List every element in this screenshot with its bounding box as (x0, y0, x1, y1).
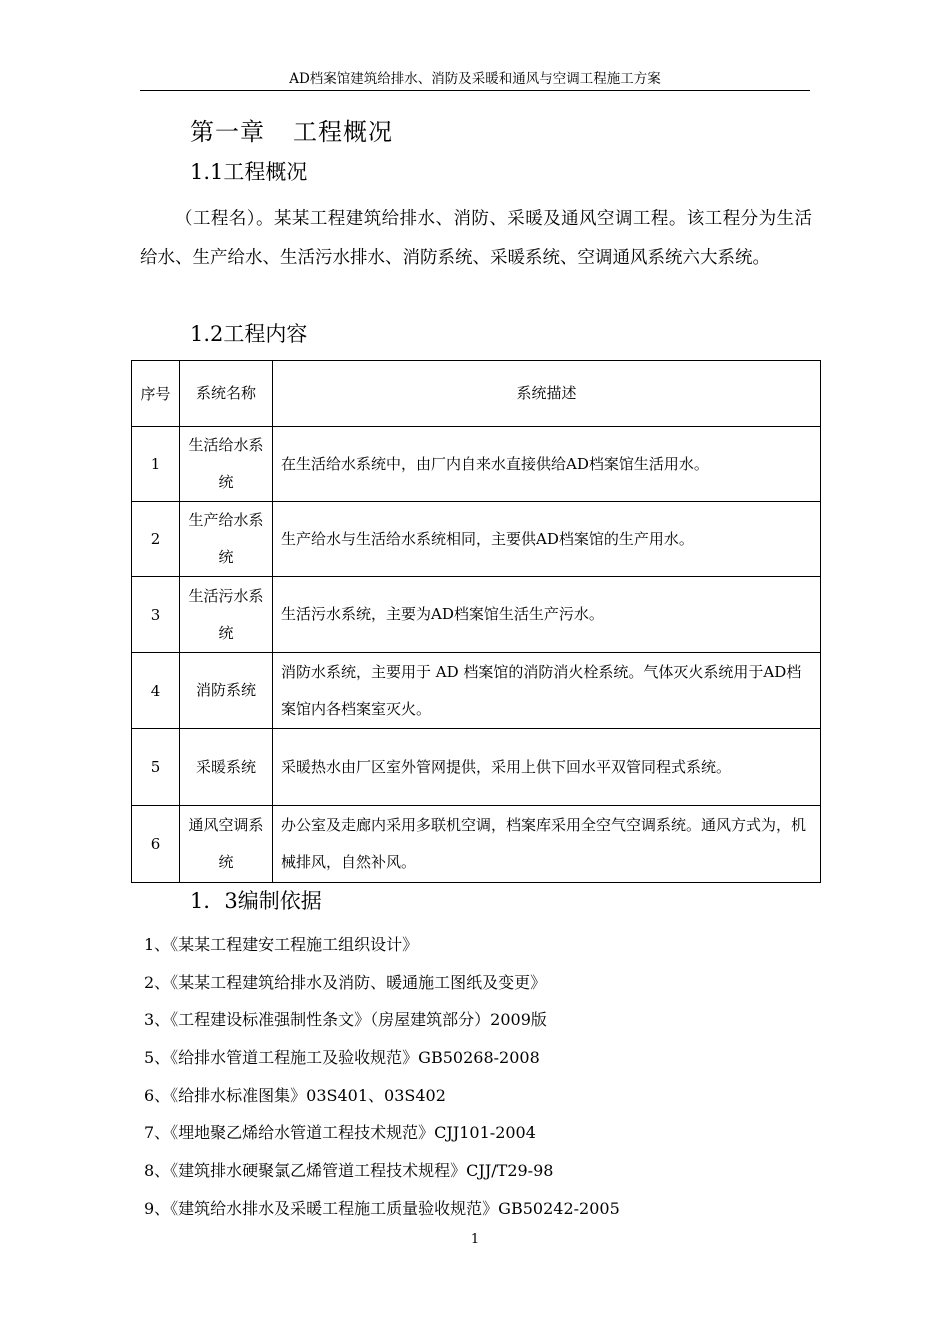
row-no: 5 (132, 729, 180, 806)
page-number: 1 (470, 1232, 480, 1247)
section-1-title: 1.1工程概况 (190, 160, 308, 184)
header-desc: 系统描述 (273, 361, 821, 427)
page-header: AD档案馆建筑给排水、消防及采暖和通风与空调工程施工方案 (140, 70, 810, 91)
row-no: 2 (132, 502, 180, 577)
row-no: 1 (132, 427, 180, 502)
row-desc: 在生活给水系统中，由厂内自来水直接供给AD档案馆生活用水。 (273, 427, 821, 502)
row-desc: 消防水系统，主要用于 AD 档案馆的消防消火栓系统。气体灭火系统用于AD档案馆内各档案室灭火。 (273, 653, 821, 729)
header-no: 序号 (132, 361, 180, 427)
row-desc: 生活污水系统，主要为AD档案馆生活生产污水。 (273, 577, 821, 653)
list-item: 7、《埋地聚乙烯给水管道工程技术规范》CJJ101-2004 (144, 1123, 536, 1143)
row-desc: 办公室及走廊内采用多联机空调，档案库采用全空气空调系统。通风方式为，机械排风，自然补风。 (273, 806, 821, 883)
row-desc: 采暖热水由厂区室外管网提供，采用上供下回水平双管同程式系统。 (273, 729, 821, 806)
table-row (132, 502, 821, 577)
row-no: 6 (132, 806, 180, 883)
list-item: 8、《建筑排水硬聚氯乙烯管道工程技术规程》CJJ/T29-98 (144, 1161, 554, 1181)
row-name: 生产给水系统 (180, 502, 273, 577)
list-item: 2、《某某工程建筑给排水及消防、暖通施工图纸及变更》 (144, 972, 547, 992)
chapter-heading (190, 112, 393, 147)
table-row (132, 577, 821, 653)
section-3-title: 1．3编制依据 (190, 889, 322, 913)
row-no: 4 (132, 653, 180, 729)
section-1-paragraph: （工程名）。某某工程建筑给排水、消防、采暖及通风空调工程。该工程分为生活给水、生产给水、生活污水排水、消防系统、采暖系统、空调通风系统六大系统。 (140, 209, 812, 268)
row-no: 3 (132, 577, 180, 653)
system-table (131, 360, 821, 883)
row-name: 消防系统 (180, 653, 273, 729)
table-row (132, 729, 821, 806)
list-item: 9、《建筑给水排水及采暖工程施工质量验收规范》GB50242-2005 (144, 1198, 620, 1218)
table-row (132, 427, 821, 502)
table-header-row (132, 361, 821, 427)
chapter-title: 工程概况 (293, 118, 393, 146)
table-row (132, 653, 821, 729)
row-name: 生活给水系统 (180, 427, 273, 502)
list-item: 1、《某某工程建安工程施工组织设计》 (144, 935, 419, 954)
row-name: 生活污水系统 (180, 577, 273, 653)
list-item: 6、《给排水标准图集》03S401、03S402 (144, 1085, 446, 1105)
row-desc: 生产给水与生活给水系统相同，主要供AD档案馆的生产用水。 (273, 502, 821, 577)
section-2-title: 1.2工程内容 (190, 322, 308, 346)
list-item: 3、《工程建设标准强制性条文》（房屋建筑部分）2009版 (144, 1010, 547, 1030)
table-row (132, 806, 821, 883)
reference-list (144, 930, 620, 1232)
list-item: 5、《给排水管道工程施工及验收规范》GB50268-2008 (144, 1048, 540, 1068)
chapter-number: 第一章 (190, 118, 265, 146)
row-name: 采暖系统 (180, 729, 273, 806)
header-name: 系统名称 (180, 361, 273, 427)
row-name: 通风空调系统 (180, 806, 273, 883)
